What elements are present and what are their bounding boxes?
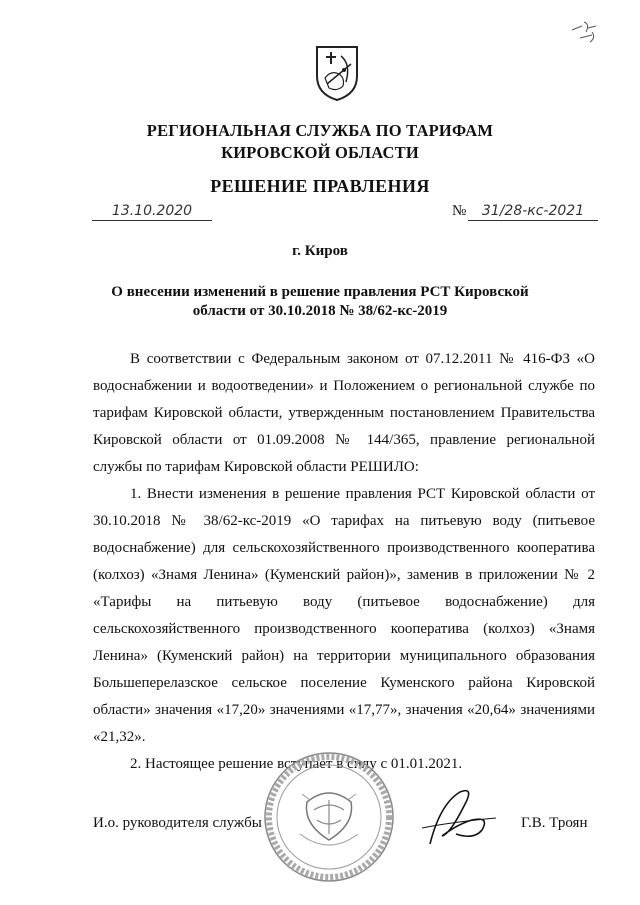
paragraph-2-line: 1. Внести изменения в решение правления РСТ Кировской области от xyxy=(130,486,595,502)
coat-of-arms-icon xyxy=(313,44,361,102)
paragraph-2-line: водоснабжение) для сельскохозяйственного производственного кооператива xyxy=(93,540,595,556)
signatory-name: Г.В. Троян xyxy=(521,815,588,831)
decision-date: 13.10.2020 xyxy=(92,203,212,221)
paragraph-2-line: «21,32». xyxy=(93,729,146,745)
paragraph-1-line: водоснабжении и водоотведении» и Положением о региональной службе по xyxy=(93,378,595,394)
paragraph-2-line: области» значения «17,20» значениями «17,77», значения «20,64» значениями xyxy=(93,702,595,718)
city-line: г. Киров xyxy=(292,243,348,259)
paragraph-3-line: 2. Настоящее решение вступает в силу с 01.01.2021. xyxy=(130,756,463,772)
org-name-line-2: КИРОВСКОЙ ОБЛАСТИ xyxy=(221,143,419,162)
subject-line-2: области от 30.10.2018 № 38/62-кс-2019 xyxy=(192,303,448,319)
handwritten-signature xyxy=(420,784,500,850)
paragraph-2-line: Большеперелазское сельское поселение Куменского района Кировской xyxy=(93,675,595,691)
official-seal-icon xyxy=(262,750,397,885)
paragraph-2-line: сельскохозяйственного производственного кооператива (колхоз) «Знамя xyxy=(93,621,595,637)
paragraph-2-line: 30.10.2018 № 38/62-кс-2019 «О тарифах на питьевую воду (питьевое xyxy=(93,513,595,529)
paragraph-1-line: В соответствии с Федеральным законом от 07.12.2011 № 416-ФЗ «О xyxy=(130,351,595,367)
paragraph-1-line: тарифам Кировской области, утвержденным постановлением Правительства xyxy=(93,405,595,421)
subject-line-1: О внесении изменений в решение правления РСТ Кировской xyxy=(111,284,529,300)
paragraph-2-line: «Тарифы на питьевую воду (питьевое водоснабжение) для xyxy=(93,594,595,610)
number-sign: № xyxy=(452,203,467,219)
corner-handwritten-mark xyxy=(566,18,602,46)
org-name-line-1: РЕГИОНАЛЬНАЯ СЛУЖБА ПО ТАРИФАМ xyxy=(146,121,494,140)
document-type-title: РЕШЕНИЕ ПРАВЛЕНИЯ xyxy=(210,176,430,196)
paragraph-2-line: (колхоз) «Знамя Ленина» (Куменский район)», заменив в приложении № 2 xyxy=(93,567,595,583)
paragraph-1-line: Кировской области от 01.09.2008 № 144/365, правление региональной xyxy=(93,432,595,448)
paragraph-2-line: Ленина» (Куменский район) на территории муниципального образования xyxy=(93,648,595,664)
decision-number: 31/28-кс-2021 xyxy=(468,203,598,221)
paragraph-1-line: службы по тарифам Кировской области РЕШИЛО: xyxy=(93,459,419,475)
signatory-role: И.о. руководителя службы xyxy=(93,815,262,831)
